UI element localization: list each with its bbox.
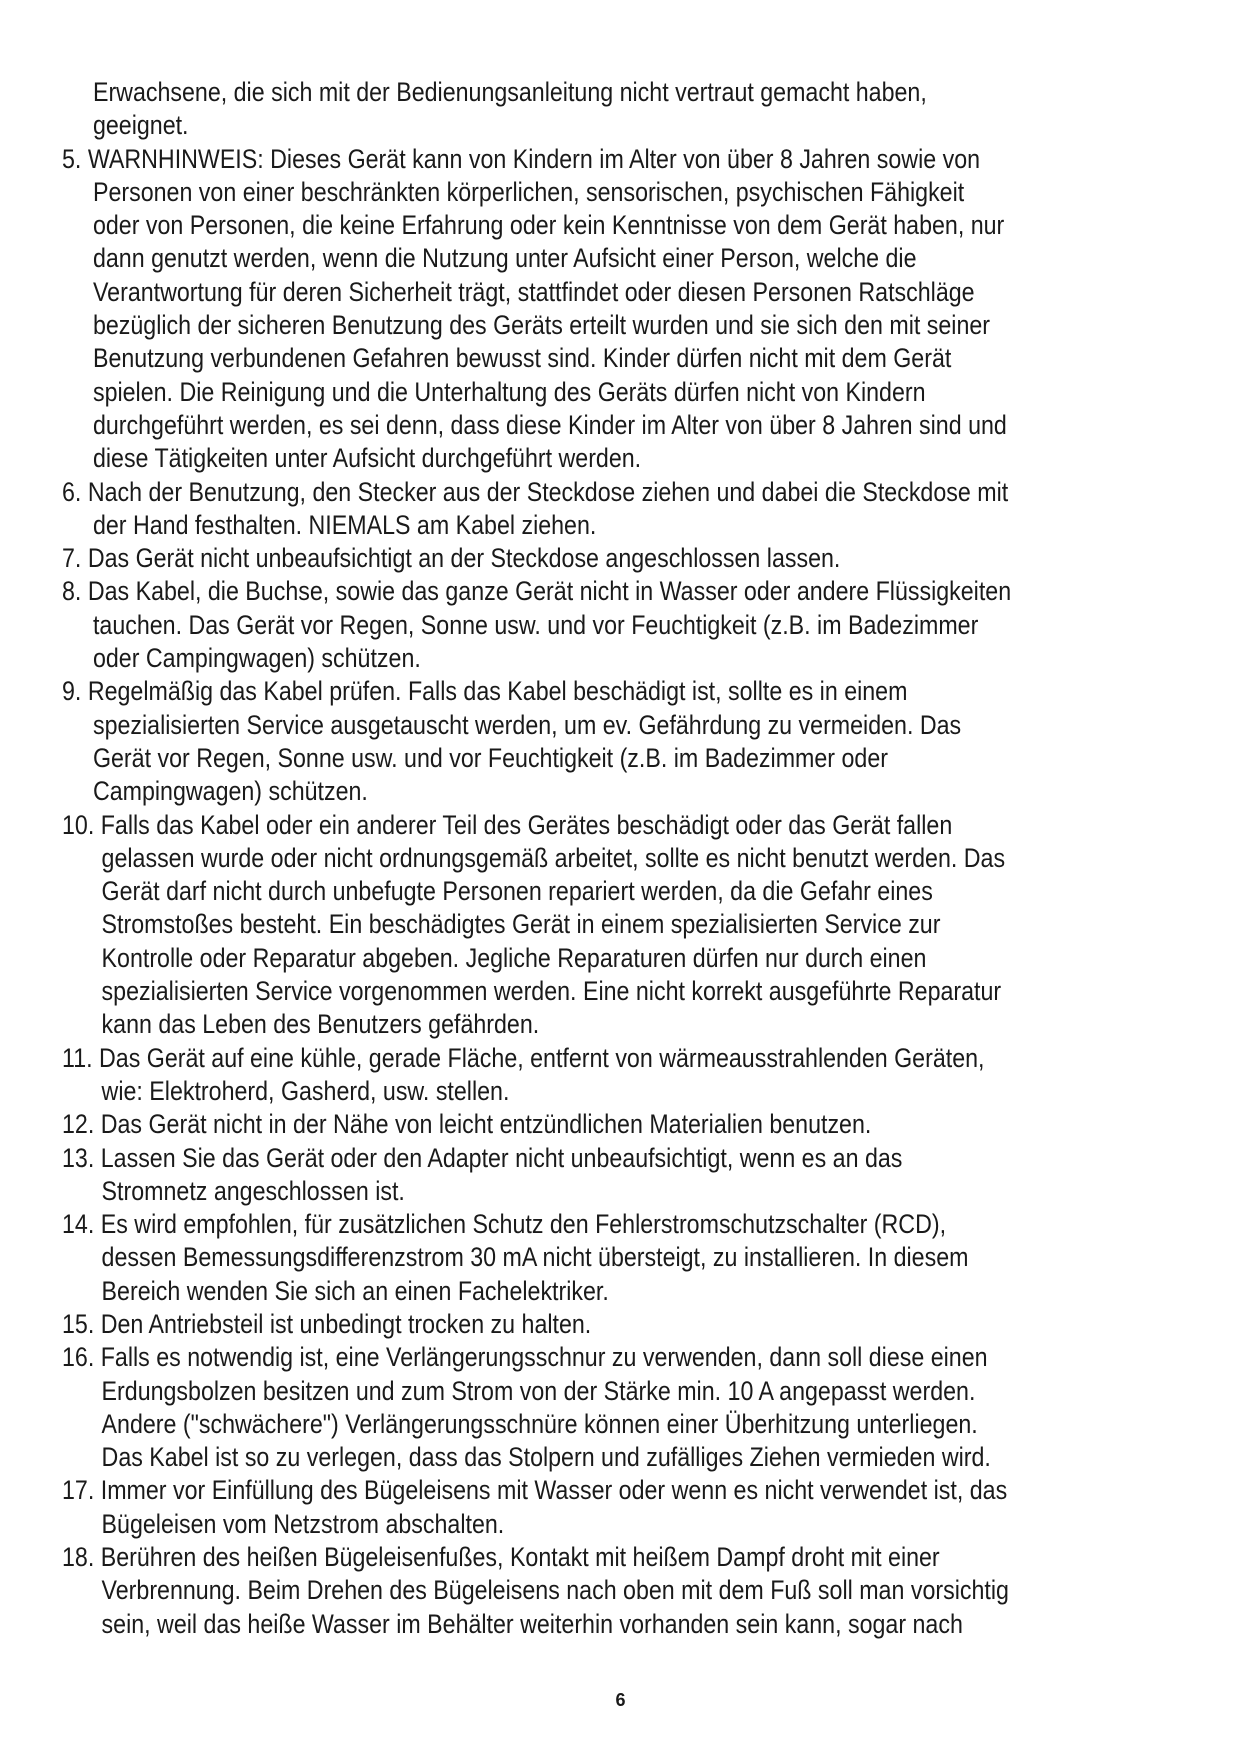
- instruction-text: [62, 76, 1192, 1641]
- item-line: oder Campingwagen) schützen.: [92, 643, 421, 674]
- item-line: Es wird empfohlen, für zusätzlichen Schutz den Fehlerstromschutzschalter (RCD),: [100, 1209, 947, 1240]
- item-line: Berühren des heißen Bügeleisenfußes, Kontakt mit heißem Dampf droht mit einer: [100, 1542, 940, 1573]
- item-line: Erdungsbolzen besitzen und zum Strom von der Stärke min. 10 A angepasst werden.: [101, 1375, 976, 1406]
- list-item: [62, 476, 1192, 543]
- item-line: Das Gerät nicht in der Nähe von leicht entzündlichen Materialien benutzen.: [100, 1109, 872, 1140]
- document-page: [62, 76, 1192, 1641]
- item-line: Gerät vor Regen, Sonne usw. und vor Feuchtigkeit (z.B. im Badezimmer oder: [92, 742, 888, 773]
- item-line: Benutzung verbundenen Gefahren bewusst sind. Kinder dürfen nicht mit dem Gerät: [92, 343, 952, 374]
- item-line: Personen von einer beschränkten körperlichen, sensorischen, psychischen Fähigkeit: [92, 176, 965, 207]
- list-item: [62, 675, 1192, 808]
- item-line: Bereich wenden Sie sich an einen Fachelektriker.: [101, 1275, 609, 1306]
- item-number: 6.: [62, 476, 82, 507]
- item-line: Stromstoßes besteht. Ein beschädigtes Gerät in einem spezialisierten Service zur: [101, 909, 941, 940]
- item-number: 11.: [62, 1042, 93, 1073]
- item-line: Bügeleisen vom Netzstrom abschalten.: [101, 1508, 505, 1539]
- item-line: Falls das Kabel oder ein anderer Teil des Gerätes beschädigt oder das Gerät fallen: [100, 809, 953, 840]
- item-line: spezialisierten Service vorgenommen werden. Eine nicht korrekt ausgeführte Reparatur: [101, 976, 1002, 1007]
- item-line: spezialisierten Service ausgetauscht werden, um ev. Gefährdung zu vermeiden. Das: [92, 709, 962, 740]
- list-item: [62, 1042, 1192, 1109]
- list-item: [62, 575, 1192, 675]
- item-line: Verbrennung. Beim Drehen des Bügeleisens nach oben mit dem Fuß soll man vorsichtig: [101, 1575, 1009, 1606]
- item-number: 16.: [62, 1342, 95, 1373]
- item-number: 13.: [62, 1142, 95, 1173]
- item-line: der Hand festhalten. NIEMALS am Kabel ziehen.: [92, 509, 597, 540]
- item-line: WARNHINWEIS: Dieses Gerät kann von Kindern im Alter von über 8 Jahren sowie von: [87, 143, 981, 174]
- intro-line: geeignet.: [92, 110, 189, 141]
- item-number: 8.: [62, 576, 82, 607]
- item-line: dessen Bemessungsdifferenzstrom 30 mA nicht übersteigt, zu installieren. In diesem: [101, 1242, 969, 1273]
- item-line: Verantwortung für deren Sicherheit trägt, stattfindet oder diesen Personen Ratschläge: [92, 276, 975, 307]
- item-line: Kontrolle oder Reparatur abgeben. Jegliche Reparaturen dürfen nur durch einen: [101, 942, 927, 973]
- item-number: 12.: [62, 1109, 95, 1140]
- item-line: durchgeführt werden, es sei denn, dass diese Kinder im Alter von über 8 Jahren sind und: [92, 409, 1007, 440]
- list-item: [62, 809, 1192, 1042]
- item-line: wie: Elektroherd, Gasherd, usw. stellen.: [101, 1075, 510, 1106]
- page-number: 6: [615, 1690, 626, 1710]
- list-item: [62, 1208, 1192, 1308]
- item-line: Lassen Sie das Gerät oder den Adapter nicht unbeaufsichtigt, wenn es an das: [100, 1142, 903, 1173]
- item-number: 15.: [62, 1308, 95, 1339]
- list-item: [62, 542, 1192, 575]
- list-item: [62, 1308, 1192, 1341]
- item-number: 17.: [62, 1475, 95, 1506]
- item-number: 18.: [62, 1542, 95, 1573]
- item-line: tauchen. Das Gerät vor Regen, Sonne usw. und vor Feuchtigkeit (z.B. im Badezimmer: [92, 609, 979, 640]
- item-number: 9.: [62, 676, 82, 707]
- item-line: Falls es notwendig ist, eine Verlängerungsschnur zu verwenden, dann soll diese einen: [100, 1342, 988, 1373]
- item-number: 10.: [62, 809, 95, 840]
- item-line: Den Antriebsteil ist unbedingt trocken zu halten.: [100, 1308, 592, 1339]
- item-line: Das Kabel, die Buchse, sowie das ganze Gerät nicht in Wasser oder andere Flüssigkeiten: [87, 576, 1012, 607]
- item-line: Das Kabel ist so zu verlegen, dass das Stolpern und zufälliges Ziehen vermieden wird.: [101, 1442, 991, 1473]
- item-line: oder von Personen, die keine Erfahrung oder kein Kenntnisse von dem Gerät haben, nur: [92, 210, 1005, 241]
- list-item: [62, 143, 1192, 476]
- item-line: Nach der Benutzung, den Stecker aus der Steckdose ziehen und dabei die Steckdose mit: [87, 476, 1009, 507]
- item-line: Andere ("schwächere") Verlängerungsschnüre können einer Überhitzung unterliegen.: [101, 1408, 978, 1439]
- item-line: Stromnetz angeschlossen ist.: [101, 1175, 405, 1206]
- intro-line: Erwachsene, die sich mit der Bedienungsanleitung nicht vertraut gemacht haben,: [92, 77, 927, 107]
- list-item: [62, 1541, 1192, 1641]
- item-number: 7.: [62, 543, 82, 574]
- item-line: diese Tätigkeiten unter Aufsicht durchgeführt werden.: [92, 443, 642, 474]
- item-line: bezüglich der sicheren Benutzung des Geräts erteilt wurden und sie sich den mit seiner: [92, 310, 991, 341]
- item-line: Campingwagen) schützen.: [92, 776, 368, 807]
- list-item: [62, 1142, 1192, 1209]
- item-line: dann genutzt werden, wenn die Nutzung unter Aufsicht einer Person, welche die: [92, 243, 917, 274]
- item-number: 14.: [62, 1209, 95, 1240]
- item-number: 5.: [62, 143, 82, 174]
- item-line: Regelmäßig das Kabel prüfen. Falls das Kabel beschädigt ist, sollte es in einem: [87, 676, 908, 707]
- item-line: gelassen wurde oder nicht ordnungsgemäß arbeitet, sollte es nicht benutzt werden. Das: [101, 842, 1006, 873]
- item-line: sein, weil das heiße Wasser im Behälter weiterhin vorhanden sein kann, sogar nach: [101, 1608, 963, 1639]
- list-item: [62, 1108, 1192, 1141]
- item-line: Gerät darf nicht durch unbefugte Personen repariert werden, da die Gefahr eines: [101, 876, 933, 907]
- item-line: spielen. Die Reinigung und die Unterhaltung des Geräts dürfen nicht von Kindern: [92, 376, 926, 407]
- item-line: Das Gerät nicht unbeaufsichtigt an der Steckdose angeschlossen lassen.: [87, 543, 841, 574]
- list-item: [62, 1474, 1192, 1541]
- item-line: Das Gerät auf eine kühle, gerade Fläche, entfernt von wärmeausstrahlenden Geräten,: [99, 1042, 985, 1073]
- item-line: kann das Leben des Benutzers gefährden.: [101, 1009, 540, 1040]
- item-line: Immer vor Einfüllung des Bügeleisens mit Wasser oder wenn es nicht verwendet ist, das: [100, 1475, 1008, 1506]
- list-item: [62, 1341, 1192, 1474]
